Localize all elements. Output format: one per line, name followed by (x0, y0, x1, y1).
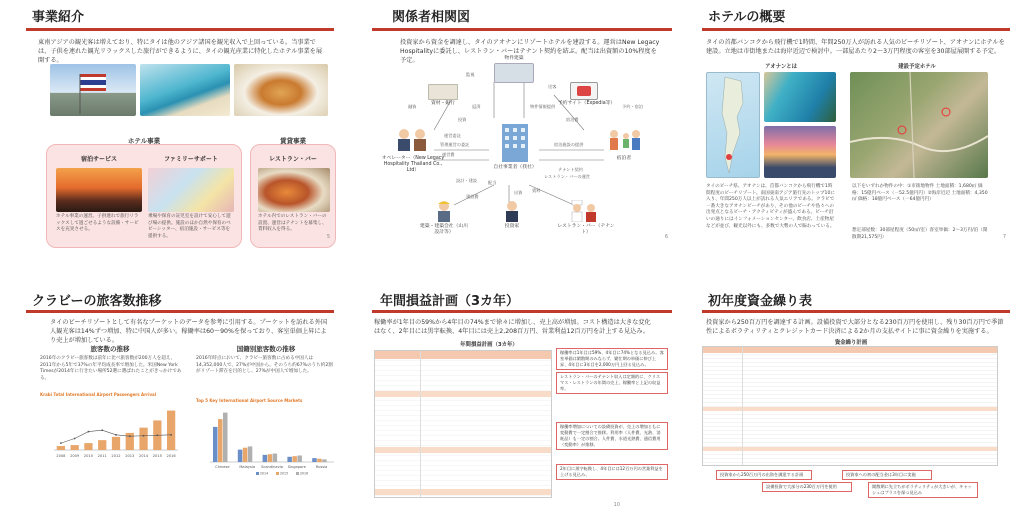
arrow-label: 運営費 (442, 152, 455, 157)
growth-point (143, 435, 145, 437)
arrow-label: 監視 (466, 72, 475, 77)
lodging-service-label: 宿泊サービス (80, 156, 117, 163)
planned-hotel-label: 建設予定ホテル (898, 64, 936, 70)
slide-title: 関係者相関図 (392, 10, 471, 25)
note-volatility: 閑散期に先立ちがボラティリティが大きいが、キャッシュはプラスを保つ見込み (868, 482, 978, 498)
growth-point (101, 429, 103, 431)
title-rule (372, 310, 672, 313)
x-tick-label: 2009 (70, 454, 80, 458)
table-highlight-band (703, 407, 997, 411)
slide-description: タイの首都バンコクから飛行機で1時間、年間250万人が訪れる人気のビーチリゾート、アオナンにホテルを建設。立地は市街地または海岸近辺で検討中。一部屋あたり2～3万円程度の客室を30部屋展開する予定。 (706, 39, 1005, 55)
slide-pl-plan[interactable] (344, 262, 680, 512)
arrow-label: 配当 (488, 180, 497, 185)
kids-room-photo (148, 168, 234, 212)
arrow-label: 設計・建設 (456, 178, 477, 183)
slide-description: タイのビーチリゾートとして有名なプーケットのデータを参考に引用する。プーケットを訪れる外国人観光客は14%ずつ増加、特に中国人が多い。稼働率は60～90%を保っており、客室単価上昇により売上が増加している。 (50, 319, 328, 344)
slide-stakeholder-map[interactable] (344, 0, 680, 250)
restaurant-photo (258, 168, 330, 212)
x-tick-label: 2013 (125, 454, 135, 458)
legend-label: 2015 (280, 471, 289, 476)
bar (312, 458, 317, 462)
arrow-label: 返済 (472, 104, 481, 109)
note-tenant: レストラン・バーのテナント収入は定額的に、クリスマス・レストランの年間の売上、稼働率と上記の収益率。 (556, 372, 668, 394)
x-tick-label: 2016 (166, 454, 176, 458)
lodging-service-text: ホテル事業の運営。子供連れで旅行リラックスして過ごせるような設備・サービスを充実させる。 (56, 214, 139, 233)
slide-description: 投資家から250百万円を調達する計画。設備投資で大部分となる230百万円を使用し、残り30百万円で季節性によるボラティリティとクレジットカード決済による2か月の支払サイトに事に資金繰りを実施する。 (706, 319, 1004, 335)
note-costs: 稼働率増加についての設備投資が、売上の増加ともに変動費で一定割合で推移。利用率（人件費、光熱、消耗品）も一定の割合。人件費、水道光熱費、通信費用（変動率）が推移。 (556, 422, 668, 450)
node-builder: 建築・建築会社（山川設計等） (420, 224, 468, 235)
page-number: 6 (664, 234, 668, 240)
hotel-business-heading: ホテル事業 (127, 137, 161, 145)
arrow-label: 管理運営の委託 (440, 142, 470, 147)
arrow-label: 運営委託 (444, 133, 461, 138)
chef-people-icon (568, 200, 600, 222)
title-rule (702, 28, 1010, 31)
bar (263, 455, 268, 462)
slide-title: 事業紹介 (32, 10, 85, 25)
operator-people-icon (392, 126, 432, 152)
title-rule (702, 310, 1010, 313)
x-tick-label: Chinese (215, 465, 230, 469)
table-title: 年間損益計画（3カ年） (460, 342, 518, 348)
pl-table (374, 350, 552, 498)
note-dividend: 投資家への初の配当金は3年目に実施 (842, 470, 932, 480)
table-highlight-band (703, 447, 997, 451)
bar (287, 457, 292, 462)
page-number: 5 (326, 234, 330, 240)
room-plan-text: 想定部屋数：30部屋程度（50㎡/室）客室単価：2～3万円/泊（閑散期21,575円） (852, 228, 988, 240)
left-chart-title: Krabi Total International Airport Passengers Arrival (40, 392, 157, 397)
x-tick-label: 2010 (83, 454, 94, 458)
x-tick-label: 2012 (111, 454, 121, 458)
right-text: 2016年時点において、クラビー旅客数に占める中国人は14,352,000人で、27%が中国から。そのうち約67%のうち約2割がリゾート滞在を目的とし、27%が中国人で増加した。 (196, 356, 333, 375)
page-number: 7 (1002, 234, 1006, 240)
family-support-text: 乗場や保育の託児室を設けて安心して遊び場の提供。施設のほか自然や保育のベビーシッター、宿泊施設・サービス等を提供する。 (148, 214, 231, 239)
bar (238, 450, 243, 462)
restaurant-bar-label: レストラン・バー (269, 156, 317, 163)
bar (268, 454, 273, 462)
cashflow-table (702, 346, 998, 466)
node-bank: 資材・銀行 (431, 101, 455, 106)
slide-title: 年間損益計画（3カ年） (380, 294, 520, 309)
beach-photo (140, 64, 230, 116)
slide-description: 稼働率が1年目の59%から4年目の74%まで徐々に増加し、売上高が増加。コスト構造は大きな変化はなく、2年目には黒字転換、4年目には売上2,208百万円、営業利益12百万円を計上する見込み。 (374, 319, 651, 335)
note-capex: 設備投資で大部分の230百万円を使用 (762, 482, 852, 492)
node-operator: オペレーター（New Legacy Hospitality Thailand Co., Ltd） (381, 156, 445, 173)
title-rule (26, 310, 334, 313)
node-restaurant: レストラン・バー（テナント） (557, 224, 615, 235)
slide-cashflow[interactable] (682, 262, 1018, 512)
left-heading: 旅客数の推移 (90, 345, 130, 353)
growth-point (170, 434, 172, 436)
arrow-label: 物件情報提供 (530, 104, 556, 109)
flag-icon (50, 64, 136, 116)
title-rule (26, 28, 334, 31)
note-funding: 投資家から250百万円の出資を調達する計画 (716, 470, 812, 480)
growth-point (156, 434, 158, 436)
bar (223, 413, 228, 462)
arrow-label: 予約・宿泊 (622, 104, 643, 109)
node-property: 物件建築 (504, 56, 524, 61)
slide-title: クラビーの旅客数推移 (32, 294, 162, 309)
note-occupancy: 稼働率は1年目は59%、4年目に74%となる見込み。客室単価は閑散期のみならず、繁忙期の単価に伸び上昇、4年目に3年目を2,000万円上回る見込み。 (556, 348, 668, 370)
note-profit: 2年目に黒字転換し、4年目には12百万円の営業利益を上げる見込み。 (556, 464, 668, 480)
slide-business-intro[interactable] (6, 0, 342, 250)
arrow-label: 賃料 (532, 188, 541, 193)
growth-point (115, 434, 117, 436)
bar (317, 459, 322, 462)
label-column (703, 347, 743, 465)
arrow-label: 宿泊施設の提供 (554, 142, 584, 147)
about-ao-nang-text: タイのビーチ県、アオナンは、首都バンコクから飛行機で1時間程度のビーチリゾート。南国東南アジア旅行先のトップ10に入り、年間250万人以上が訪れる人気エリアである。クラビで一番大きなアオナンビーチがあり、その他のビーチや島々への出発点となるビーチ・アクティビティが盛んである。ビーチ沿いの通りにはインフォメーションセンター、飲食店、土産物屋などが並び、観光以外にも、多数で大勢の人で賑わっている。 (706, 184, 835, 229)
slide-title: 初年度資金繰り表 (708, 294, 813, 309)
bar (218, 419, 223, 462)
site-aerial-map (850, 72, 988, 178)
right-heading: 国籍別旅客数の推移 (236, 345, 296, 353)
source-markets-chart (196, 406, 338, 476)
node-booking-site: 予約サイト（Expedia等） (558, 101, 616, 106)
left-text: 2016年のクラビー旅客数は前年に比べ旅客数が200万人を超え、2011年から5年で37%の年平均成長率で増加した。米国New York Timesが2014年に行きたい場所52選に選ばれたことがきっかけである。 (40, 356, 182, 381)
bar (112, 437, 120, 450)
legend-swatch (256, 472, 259, 475)
bar (71, 445, 79, 450)
node-investor: 投資家 (504, 224, 520, 229)
slide-description: 投資家から資金を調達し、タイのアオナンにリゾートホテルを建設する。運営はNew Legacy Hospitalityに委託し、レストラン・バーはテナント契約を結ぶ。配当は出資額の10%程度を予定。 (400, 39, 660, 64)
table-header-band (703, 347, 997, 353)
about-ao-nang-label: アオナンとは (764, 64, 798, 70)
arrow-label: レストラン・バーの運営 (544, 174, 590, 179)
bar (139, 428, 147, 450)
slide-title: ホテルの概要 (708, 10, 786, 25)
slide-passenger-trend[interactable] (6, 262, 342, 512)
growth-point (60, 442, 62, 444)
x-tick-label: 2015 (152, 454, 162, 458)
booking-site-icon (570, 82, 598, 100)
bar (322, 459, 327, 462)
bar (57, 446, 65, 450)
x-tick-label: 2008 (56, 454, 66, 458)
x-tick-label: Scandinavia (261, 465, 283, 469)
guest-family-icon (606, 126, 642, 152)
bar (273, 454, 278, 462)
table-title: 資金繰り計画 (834, 340, 868, 346)
site-candidates-text: 以下をいずれか物件の中：①市街地物件 土地面積：1,680㎡ 価格：15億円ベース（一52.5億円円）②海岸近辺 土地面積：4,350㎡ 価格：18億円ベース（一64億円円） (852, 184, 988, 203)
arrow-label: 出資 (514, 190, 523, 195)
slide-description: 東南アジアの観光客は増えており、特にタイは他のアジア諸国を観光収入で上回っている。当事業では、子供を連れた観光リラックスした旅行ができるように、タイの観光産業に特化したホテル事業を展開する。 (38, 39, 323, 64)
legend-swatch (296, 472, 299, 475)
x-tick-label: 2011 (97, 454, 107, 458)
arrow-label: 送客 (548, 84, 557, 89)
legend-label: 2016 (300, 471, 309, 476)
thai-food-photo (234, 64, 328, 116)
thailand-map (706, 72, 760, 178)
bar (248, 446, 253, 462)
slide-hotel-overview[interactable] (682, 0, 1018, 250)
bar (167, 411, 175, 450)
restaurant-bar-text: ホテル内でのレストラン・バーの設置、運営はテナントを募集し、賃料収入を得る。 (258, 214, 327, 233)
investor-person-icon (502, 200, 522, 222)
label-column (375, 351, 421, 497)
bank-building-icon (428, 84, 458, 100)
rental-business-heading: 賃貸事業 (280, 137, 306, 145)
thai-flag-photo (50, 64, 136, 116)
sunset-photo (56, 168, 142, 212)
arrow-label: 投資 (458, 117, 467, 122)
property-building-icon (494, 63, 534, 83)
family-support-label: ファミリーサポート (164, 156, 218, 163)
arrow-label: 融資 (408, 104, 417, 109)
growth-point (74, 438, 76, 440)
x-tick-label: Russia (315, 465, 328, 469)
legend-swatch (276, 472, 279, 475)
bar (98, 440, 106, 450)
builder-person-icon (434, 200, 454, 222)
growth-point (129, 435, 131, 437)
x-tick-label: Malaysia (239, 465, 256, 469)
x-tick-label: Singapore (287, 465, 306, 469)
right-chart-title: Top 5 Key International Airport Source Markets (196, 398, 303, 403)
bar (292, 456, 297, 462)
arrow-label: テナント契約 (558, 167, 583, 172)
bar (243, 448, 248, 462)
bar (213, 427, 218, 462)
node-center-company: 自社事業者（我社） (493, 165, 537, 170)
sunset-beach-photo (764, 126, 836, 178)
arrow-label: 建設費 (466, 194, 479, 199)
growth-point (88, 431, 90, 433)
hotel-building-icon (494, 120, 536, 164)
page-number: 10 (613, 502, 620, 508)
legend-label: 2014 (260, 471, 269, 476)
aerial-beach-photo (764, 72, 836, 122)
passenger-arrivals-chart (40, 400, 182, 460)
bar (84, 443, 92, 450)
arrow-label: 宿泊費 (566, 117, 579, 122)
node-guest: 宿泊者 (616, 156, 632, 161)
bar (297, 456, 302, 463)
x-tick-label: 2014 (138, 454, 149, 458)
